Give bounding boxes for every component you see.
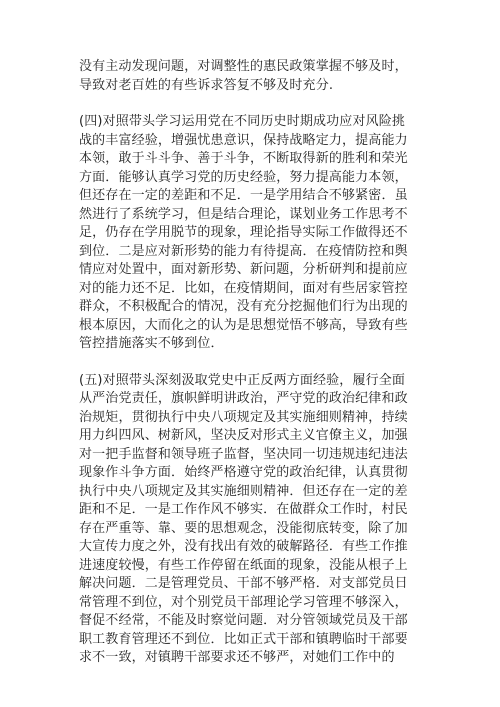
text-line: 存在严重等、靠、要的思想观念，没能彻底转变，除了加 xyxy=(79,520,408,536)
document-body xyxy=(79,58,423,686)
text-line: 从严治党责任，旗帜鲜明讲政治，严守党的政治纪律和政 xyxy=(79,391,408,406)
text-line: 但还存在一定的差距和不足．一是学用结合不够紧密．虽 xyxy=(79,188,408,203)
text-line: 战的丰富经验，增强忧患意识，保持战略定力，提高能力 xyxy=(79,132,408,148)
text-line: 治规矩，贯彻执行中央八项规定及其实施细则精神，持续 xyxy=(79,409,408,425)
text-line: 本领，敢于斗斗争、善于斗争，不断取得新的胜利和荣光 xyxy=(79,151,408,166)
text-line: 进速度较慢，有些工作停留在纸面的现象，没能从根子上 xyxy=(79,557,408,573)
text-line: 执行中央八项规定及其实施细则精神．但还存在一定的差 xyxy=(79,483,408,499)
text-line: 足，仍存在学用脱节的现象，理论指导实际工作做得还不 xyxy=(79,225,408,240)
text-line: 情应对处置中，面对新形势、新问题，分析研判和提前应 xyxy=(79,262,408,277)
text-line: 对的能力还不足．比如，在疫情期间，面对有些居家管控 xyxy=(79,280,408,296)
text-line: 方面．能够认真学习党的历史经验，努力提高能力本领， xyxy=(79,169,408,185)
text-line: 根本原因，大而化之的认为是思想觉悟不够高，导致有些 xyxy=(79,317,408,333)
text-line: 到位．二是应对新形势的能力有待提高．在疫情防控和舆 xyxy=(79,243,408,259)
text-line: (四)对照带头学习运用党在不同历史时期成功应对风险挑 xyxy=(79,114,406,129)
text-line: 管控措施落实不够到位． xyxy=(79,336,224,351)
text-line: 职工教育管理还不到位．比如正式干部和镇聘临时干部要 xyxy=(79,631,408,647)
text-line: 督促不经常，不能及时察觉问题．对分管领域党员及干部 xyxy=(79,613,408,628)
text-line: 用力纠四风、树新风，坚决反对形式主义官僚主义，加强 xyxy=(79,428,408,443)
text-line: 现象作斗争方面．始终严格遵守党的政治纪律，认真贯彻 xyxy=(79,465,408,480)
text-line: (五)对照带头深刻汲取党史中正反两方面经验，履行全面 xyxy=(79,372,406,388)
paragraph xyxy=(79,372,423,668)
text-line: 群众，不积极配合的情况，没有充分挖掘他们行为出现的 xyxy=(79,299,408,314)
text-line: 解决问题．二是管理党员、干部不够严格．对支部党员日 xyxy=(79,576,408,591)
text-line: 求不一致，对镇聘干部要求还不够严，对她们工作中的 xyxy=(79,650,395,665)
text-line: 距和不足．一是工作作风不够实．在做群众工作时，村民 xyxy=(79,502,408,517)
text-line: 对一把手监督和领导班子监督，坚决同一切违规违纪违法 xyxy=(79,446,408,462)
paragraph xyxy=(79,113,423,354)
text-line: 然进行了系统学习，但是结合理论，谋划业务工作思考不 xyxy=(79,206,408,222)
paragraph xyxy=(79,58,423,95)
text-line: 大宣传力度之外，没有找出有效的破解路径．有些工作推 xyxy=(79,539,408,554)
text-line: 没有主动发现问题，对调整性的惠民政策掌握不够及时， xyxy=(79,59,408,74)
text-line: 常管理不到位，对个别党员干部理论学习管理不够深入， xyxy=(79,594,408,610)
text-line: 导致对老百姓的有些诉求答复不够及时充分. xyxy=(79,77,334,93)
